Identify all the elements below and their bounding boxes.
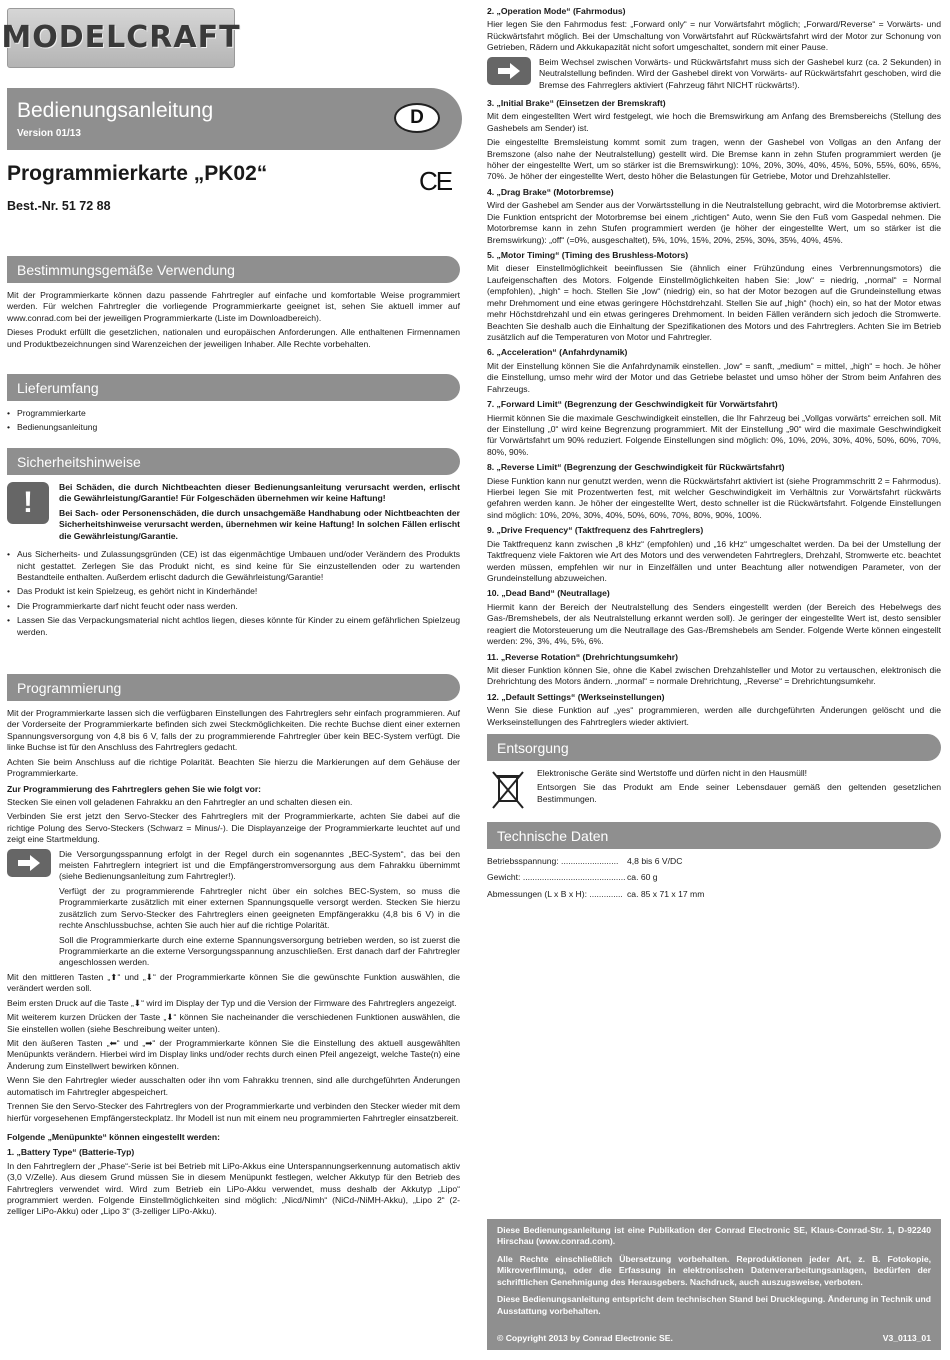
list-item: • Programmierkarte bbox=[7, 408, 460, 419]
tech-key: Abmessungen (L x B x H): .............. bbox=[487, 888, 623, 899]
paragraph: Mit dieser Funktion können Sie, ohne die Kabel zwischen Drehzahlsteller und Motor zu vertauschen, elektronisch die Drehrichtung des Motors ändern. „normal“ = normale Drehrichtung, „Reverse“ = Drehrichtungsumkehr. bbox=[487, 664, 941, 687]
warning-text: Bei Schäden, die durch Nichtbeachten dieser Bedienungsanleitung verursacht werden, erlischt die Gewährleistung/Garantie! Für Folgeschäden übernehmen wir keine Haftung! bbox=[59, 482, 460, 504]
crossed-bin-icon bbox=[487, 768, 529, 812]
paragraph: Elektronische Geräte sind Wertstoffe und dürfen nicht in den Hausmüll! bbox=[537, 768, 808, 779]
menu-heading: 3. „Initial Brake“ (Einsetzen der Bremskraft) bbox=[487, 97, 666, 108]
tech-key: Betriebsspannung: ........................ bbox=[487, 856, 619, 867]
list-item: • Die Programmierkarte darf nicht feucht oder nass werden. bbox=[7, 601, 460, 612]
manual-title: Bedienungsanleitung bbox=[17, 99, 214, 122]
section-scope bbox=[7, 368, 460, 437]
menu-heading: 2. „Operation Mode“ (Fahrmodus) bbox=[487, 6, 626, 16]
tech-value: ca. 60 g bbox=[627, 872, 658, 883]
list-item: • Aus Sicherheits- und Zulassungsgründen (CE) ist das eigenmächtige Umbauen und/oder Verändern des Produkts nicht gestattet. Zerlegen Sie das Produkt nicht, es sind keine für Sie einzustellenden oder zu wartenden Bestandteile enthalten. Außerdem erlischt dadurch die Gewährleistung/Garantie! bbox=[7, 549, 460, 583]
publisher-footer bbox=[487, 1219, 941, 1350]
subheading: Folgende „Menüpunkte“ können eingestellt werden: bbox=[7, 1131, 220, 1142]
paragraph: Trennen Sie den Servo-Stecker des Fahrtreglers von der Programmierkarte und verbinden den Stecker wieder mit dem hierfür vorgesehenen Empfängersteckplatz. Ihr Modell ist nun mit einem neu programmierten Fahrtregler einsatzbereit. bbox=[7, 1101, 460, 1123]
paragraph: Mit der Einstellung können Sie die Anfahrdynamik einstellen. „low“ = sanft, „medium“ = mittel, „high“ = hoch. Je höher die Einstellung, umso mehr wird der Motor und das Getriebe belastet und umso höher der Strom beim Anfahren des Fahrzeugs. bbox=[487, 360, 941, 394]
note-box bbox=[487, 57, 941, 94]
paragraph: Mit den äußeren Tasten „⬅“ und „➡“ der Programmierkarte können Sie die Einstellung des aktuell ausgewählten Menüpunkts verändern. Hierbei wird im Display links und/oder rechts durch einen Pfeil angezeigt, welche Taste(n) eine Änderung zum Einstellwert bewirken können. bbox=[7, 1037, 460, 1071]
arrow-right-icon bbox=[487, 57, 531, 85]
brand-logo: MODELCRAFT bbox=[7, 8, 235, 68]
paragraph: Mit weiterem kurzen Drücken der Taste „⬇“ können Sie nacheinander die verschiedenen Funktionen auswählen, die Sie einstellen wollen (siehe Beschreibung weiter unten). bbox=[7, 1012, 460, 1034]
paragraph: Diese Funktion kann nur genutzt werden, wenn die Rückwärtsfahrt aktiviert ist (siehe Programmschritt 2 = Fahrmodus). Hierbei legen Sie mit Prozentwerten fest, mit welcher Geschwindigkeit im Verhältnis zur Vorwärtsfahrt rückwärts gefahren werden kann. Je höher der eingestellte Wert, desto schneller ist die Rückwärtsfahrt. Folgende Einstellungen sind möglich: 10%, 20%, 30%, 40%, 50%, 60%, 70%, 80%, 90%, 100%. bbox=[487, 475, 941, 520]
tech-key: Gewicht: ........................................... bbox=[487, 872, 626, 883]
menu-heading: 7. „Forward Limit“ (Begrenzung der Geschwindigkeit für Vorwärtsfahrt) bbox=[487, 399, 778, 410]
subheading: Zur Programmierung des Fahrtreglers gehen Sie wie folgt vor: bbox=[7, 783, 262, 794]
paragraph: Stecken Sie einen voll geladenen Fahrakku an den Fahrtregler an und schalten diesen ein. bbox=[7, 796, 353, 807]
section-disposal bbox=[487, 734, 941, 812]
tech-value: ca. 85 x 71 x 17 mm bbox=[627, 888, 705, 899]
arrow-right-icon bbox=[7, 849, 51, 877]
menu-heading: 5. „Motor Timing“ (Timing des Brushless-Motors) bbox=[487, 250, 689, 261]
paragraph: Wenn Sie diese Funktion auf „yes“ programmieren, werden alle durchgeführten Änderungen gelöscht und die Werkseinstellungen des Fahrtreglers wieder aktiviert. bbox=[487, 705, 941, 727]
menu-heading: 10. „Dead Band“ (Neutrallage) bbox=[487, 588, 610, 599]
note-text: Die Versorgungsspannung erfolgt in der Regel durch ein sogenanntes „BEC-System“, das bei den meisten Fahrtreglern integriert ist und die Empfängerstromversorgung aus dem Fahrakku übernimmt (siehe Bedienungsanleitung zum Fahrtregler!). bbox=[59, 848, 460, 882]
note-text: Soll die Programmierkarte durch eine externe Spannungsversorgung betrieben werden, so ist zuerst die Programmierkarte an die externe Versorgungsspannung anzuschließen. Erst danach darf der Fahrtregler angeschlossen werden. bbox=[59, 934, 460, 968]
paragraph: Hiermit kann der Bereich der Neutralstellung des Senders eingestellt werden (der Bereich des Hebelwegs des Gas-/Bremshebels, der als Neutralstellung erkannt werden soll). Je geringer der eingestellte Wert ist, desto sensibler reagiert die Motorsteuerung um die Neutrallage des Gas-/Bremshebels am Sender. Folgende Werte können eingestellt werden: 2%, 3%, 4%, 5%, 6%. bbox=[487, 601, 941, 647]
tech-value: 4,8 bis 6 V/DC bbox=[627, 856, 683, 867]
menu-heading: 6. „Acceleration“ (Anfahrdynamik) bbox=[487, 347, 628, 358]
language-badge: D bbox=[394, 103, 440, 133]
section-programming bbox=[7, 668, 460, 1221]
paragraph: Wenn Sie den Fahrtregler wieder ausschalten oder ihn vom Fahrakku trennen, sind alle durchgeführten Änderungen automatisch im Fahrtregler abgespeichert. bbox=[7, 1075, 460, 1097]
right-column bbox=[487, 6, 941, 905]
menu-heading: 12. „Default Settings“ (Werkseinstellungen) bbox=[487, 691, 665, 702]
menu-heading: 8. „Reverse Limit“ (Begrenzung der Geschwindigkeit für Rückwärtsfahrt) bbox=[487, 462, 785, 473]
note-box bbox=[7, 849, 460, 972]
section-heading: Technische Daten bbox=[487, 822, 941, 849]
section-heading: Sicherheitshinweise bbox=[7, 448, 460, 475]
paragraph: Beim ersten Druck auf die Taste „⬇“ wird im Display der Typ und die Version der Firmware des Fahrtreglers angezeigt. bbox=[7, 997, 457, 1008]
menu-heading: 1. „Battery Type“ (Batterie-Typ) bbox=[7, 1147, 135, 1158]
list-item: • Lassen Sie das Verpackungsmaterial nicht achtlos liegen, dieses könnte für Kinder zu einem gefährlichen Spielzeug werden. bbox=[7, 615, 460, 638]
paragraph: Dieses Produkt erfüllt die gesetzlichen, nationalen und europäischen Anforderungen. Alle enthaltenen Firmennamen und Produktbezeichnungen sind Warenzeichen der jeweiligen Inhaber. Alle Rechte vorbehalten. bbox=[7, 327, 460, 349]
paragraph: Die Taktfrequenz kann zwischen „8 kHz“ (empfohlen) und „16 kHz“ umgeschaltet werden. Da bei der Umstellung der Taktfrequenz viele Faktoren wie Art des Motors und des verwendeten Fahrtreglers, Drehzahl, Stromwerte etc. beachtet werden müssen, empfehlen wir nur in Einzelfällen und unter Beachtung aller notwendigen Parameter, von der Grundeinstellung abzuweichen. bbox=[487, 538, 941, 583]
paragraph: Mit der Programmierkarte lassen sich die verfügbaren Einstellungen des Fahrtreglers sehr einfach programmieren. Auf der Vorderseite der Programmierkarte befinden sich zwei Steckmöglichkeiten. Die rechte Buchse dient einer externen Spannungsversorgung von 4,8 bis 6 V, falls der zu programmierende Fahrtregler über kein BEC-System verfügt. Die linke Buchse ist für den Anschluss des Fahrtreglers gedacht. bbox=[7, 708, 460, 753]
warning-box bbox=[7, 482, 460, 545]
copyright: © Copyright 2013 by Conrad Electronic SE. bbox=[497, 1332, 673, 1343]
ce-mark: CE bbox=[419, 166, 452, 196]
paragraph: In den Fahrtreglern der „Phase“-Serie ist bei Betrieb mit LiPo-Akkus eine Unterspannungserkennung automatisch aktiv (3,0 V/Zelle). Aus diesem Grund müssen Sie in diesem Menüpunkt festlegen, welcher Akkutyp für den Betrieb des Fahrtreglers verwendet wird. Wird zum Betrieb ein LiPo-Akku verwendet, muss deshalb der Akkutyp „Lipo“ programmiert werden. Folgende Einstellmöglichkeiten sind möglich: „Nicd/Nimh“ (NiCd-/NiMH-Akku), „Lipo 2“ (2-zelliger LiPo-Akku) oder „Lipo 3“ (3-zelliger LiPo-Akku). bbox=[7, 1160, 460, 1217]
warning-text: Bei Sach- oder Personenschäden, die durch unsachgemäße Handhabung oder Nichtbeachten der Sicherheitshinweise verursacht werden, übernehmen wir keine Haftung! In solchen Fällen erlischt die Gewährleistung/Garantie. bbox=[59, 507, 460, 541]
paragraph: Mit dieser Einstellmöglichkeit beeinflussen Sie (ähnlich einer Frühzündung eines Verbrennungsmotors) die Laufeigenschaften des Motors. Folgende Einstellmöglichkeiten haben Sie: „low“ = niedrig, „normal“ = Normal (empfohlen), „high“ = hoch. Stellen Sie „low“ (niedrig) ein, so hat der Motor bezogen auf die Grundeinstellung etwas mehr Drehmoment und eine etwas geringere Höchstdrehzahl. Stellen Sie auf „high“ (hoch) ein, so hat der Motor etwas mehr Höchstdrehzahl und ein etwas geringeres Drehmoment. In beiden Fällen verändern sich jedoch die Stromwerte. Beachten Sie deshalb auch die Einhaltung der Spezifikationen des Motors und des Fahrtreglers. Achten Sie im Betrieb zusätzlich auf die Temperaturen von Motor und Fahrtregler. bbox=[487, 263, 941, 342]
version-label: Version 01/13 bbox=[17, 128, 81, 139]
menu-heading: 4. „Drag Brake“ (Motorbremse) bbox=[487, 186, 614, 197]
section-intended-use bbox=[7, 250, 460, 353]
document-code: V3_0113_01 bbox=[882, 1332, 931, 1343]
footer-text: Alle Rechte einschließlich Übersetzung vorbehalten. Reproduktionen jeder Art, z. B. Fotokopie, Mikroverfilmung, oder die Erfassung in elektronischen Datenverarbeitungsanlagen, bedürfen der schriftlichen Genehmigung des Herausgebers. Nachdruck, auch auszugsweise, verboten. bbox=[497, 1253, 931, 1287]
paragraph: Die eingestellte Bremsleistung kommt somit zum tragen, wenn der Gashebel von Vollgas an den Anfang der Bremszone (also nahe der Neutralstellung) gestellt wird. Die Bremse kann in zehn Stufen programmiert werden (je höher der eingestellte Wert, um so stärker ist die Bremswirkung): 10%, 20%, 30%, 40%, 45%, 50%, 55%, 60%, 65%, 70%. Je höher der eingestellte Wert, desto höher die Belastungen für Getriebe, Motor und Drehzahlsteller. bbox=[487, 137, 941, 182]
paragraph: Verbinden Sie erst jetzt den Servo-Stecker des Fahrtreglers mit der Programmierkarte, achten Sie dabei auf die richtige Polung des Servo-Steckers (Schwarz = Minus/-). Die Displayanzeige der Programmierkarte leuchtet auf und zeigt eine Startmeldung. bbox=[7, 811, 460, 845]
paragraph: Achten Sie beim Anschluss auf die richtige Polarität. Beachten Sie hierzu die Markierungen auf dem Gehäuse der Programmierkarte. bbox=[7, 756, 460, 779]
list-item: • Das Produkt ist kein Spielzeug, es gehört nicht in Kinderhände! bbox=[7, 586, 460, 597]
section-heading: Lieferumfang bbox=[7, 374, 460, 401]
footer-text: Diese Bedienungsanleitung entspricht dem technischen Stand bei Drucklegung. Änderung in Technik und Ausstattung vorbehalten. bbox=[497, 1294, 931, 1316]
title-banner bbox=[7, 88, 462, 150]
section-tech-data bbox=[487, 822, 941, 900]
warning-icon: ! bbox=[7, 482, 49, 524]
order-number: Best.-Nr. 51 72 88 bbox=[7, 199, 111, 213]
section-safety bbox=[7, 442, 460, 641]
paragraph: Mit der Programmierkarte können dazu passende Fahrtregler auf einfache und komfortable Weise programmiert werden. Für welchen Fahrtregler die vorliegende Programmierkarte geeignet ist, sehen Sie aktuell immer auf www.conrad.com bei der jeweiligen Programmierkarte (Liste im Downloadbereich). bbox=[7, 290, 460, 323]
paragraph: Hiermit können Sie die maximale Geschwindigkeit einstellen, die Ihr Fahrzeug bei „Vollgas vorwärts“ erreichen soll. Mit der Einstellung „0“ wird keine Begrenzung programmiert. Mit der Einstellung „90“ wird die maximale Geschwindigkeit für Vorwärtsfahrt um 90% reduziert. Folgende Einstellungen sind möglich: 0%, 10%, 20%, 30%, 40%, 50%, 60%, 70%, 80%, 90%. bbox=[487, 412, 941, 457]
paragraph: Wird der Gashebel am Sender aus der Vorwärtsstellung in die Neutralstellung gebracht, wird die Motorbremse aktiviert. Die Funktion entspricht der Motorbremse bei einem „richtigen“ Auto, wenn Sie den Fuß vom Gaspedal nehmen. Die Motorbremse kann in zehn Stufen programmiert werden (je höher der eingestellte Wert, um so stärker ist die Bremswirkung): „off“ (=0%, ausgeschaltet), 5%, 10%, 15%, 20%, 25%, 30%, 35%, 40%, 45%. bbox=[487, 200, 941, 245]
paragraph: Mit den mittleren Tasten „⬆“ und „⬇“ der Programmierkarte können Sie die gewünschte Funktion auswählen, die verändert werden soll. bbox=[7, 971, 460, 994]
section-heading: Bestimmungsgemäße Verwendung bbox=[7, 256, 460, 283]
list-item: • Bedienungsanleitung bbox=[7, 422, 460, 433]
tech-row bbox=[487, 856, 941, 867]
paragraph: Mit dem eingestellten Wert wird festgelegt, wie hoch die Bremswirkung am Anfang des Bremsbereichs (Stellung des Gashebels am Sender) ist. bbox=[487, 111, 941, 133]
note-text: Beim Wechsel zwischen Vorwärts- und Rückwärtsfahrt muss sich der Gashebel kurz (ca. 2 Sekunden) in Neutralstellung befinden. Wird der Gashebel direkt von Vorwärts- auf Rückwärtsfahrt geschoben, wird die Bremse des Fahrreglers aktiviert (Fahrzeug fährt NICHT rückwärts!). bbox=[539, 56, 941, 90]
tech-row bbox=[487, 872, 941, 883]
menu-heading: 9. „Drive Frequency“ (Taktfrequenz des Fahrtreglers) bbox=[487, 525, 704, 536]
menu-heading: 11. „Reverse Rotation“ (Drehrichtungsumkehr) bbox=[487, 651, 679, 662]
disposal-box bbox=[487, 768, 941, 812]
product-title: Programmierkarte „PK02“ bbox=[7, 162, 268, 185]
tech-row bbox=[487, 889, 941, 900]
note-text: Verfügt der zu programmierende Fahrtregler nicht über ein solches BEC-System, so muss die Programmierkarte zusätzlich mit einer externen Spannungsquelle versorgt werden. Stecken Sie hierzu zusätzlich zum Servo-Stecker des Fahrtreglers einen geeigneten Empfängerakku (4,8 bis 6 V) in die rechte Anschlussbuchse, achten Sie auch hier auf die richtige Polarität. bbox=[59, 885, 460, 931]
section-heading: Programmierung bbox=[7, 674, 460, 701]
paragraph: Entsorgen Sie das Produkt am Ende seiner Lebensdauer gemäß den geltenden gesetzlichen Bestimmungen. bbox=[537, 782, 941, 804]
left-column bbox=[1, 0, 460, 1360]
footer-text: Diese Bedienungsanleitung ist eine Publikation der Conrad Electronic SE, Klaus-Conrad-Str. 1, D-92240 Hirschau (www.conrad.com). bbox=[497, 1225, 931, 1247]
paragraph: Hier legen Sie den Fahrmodus fest: „Forward only“ = nur Vorwärtsfahrt möglich; „Forward/Reverse“ = Vorwärts- und Rückwärtsfahrt möglich. Bei der Umschaltung von Vorwärtsfahrt auf Rückwärtsfahrt wird der Motor zur Schonung von Getrieben, Rädern und Akkukapazität nicht sofort umgeschaltet, sondern mit einer Pause. bbox=[487, 19, 941, 53]
section-heading: Entsorgung bbox=[487, 734, 941, 761]
